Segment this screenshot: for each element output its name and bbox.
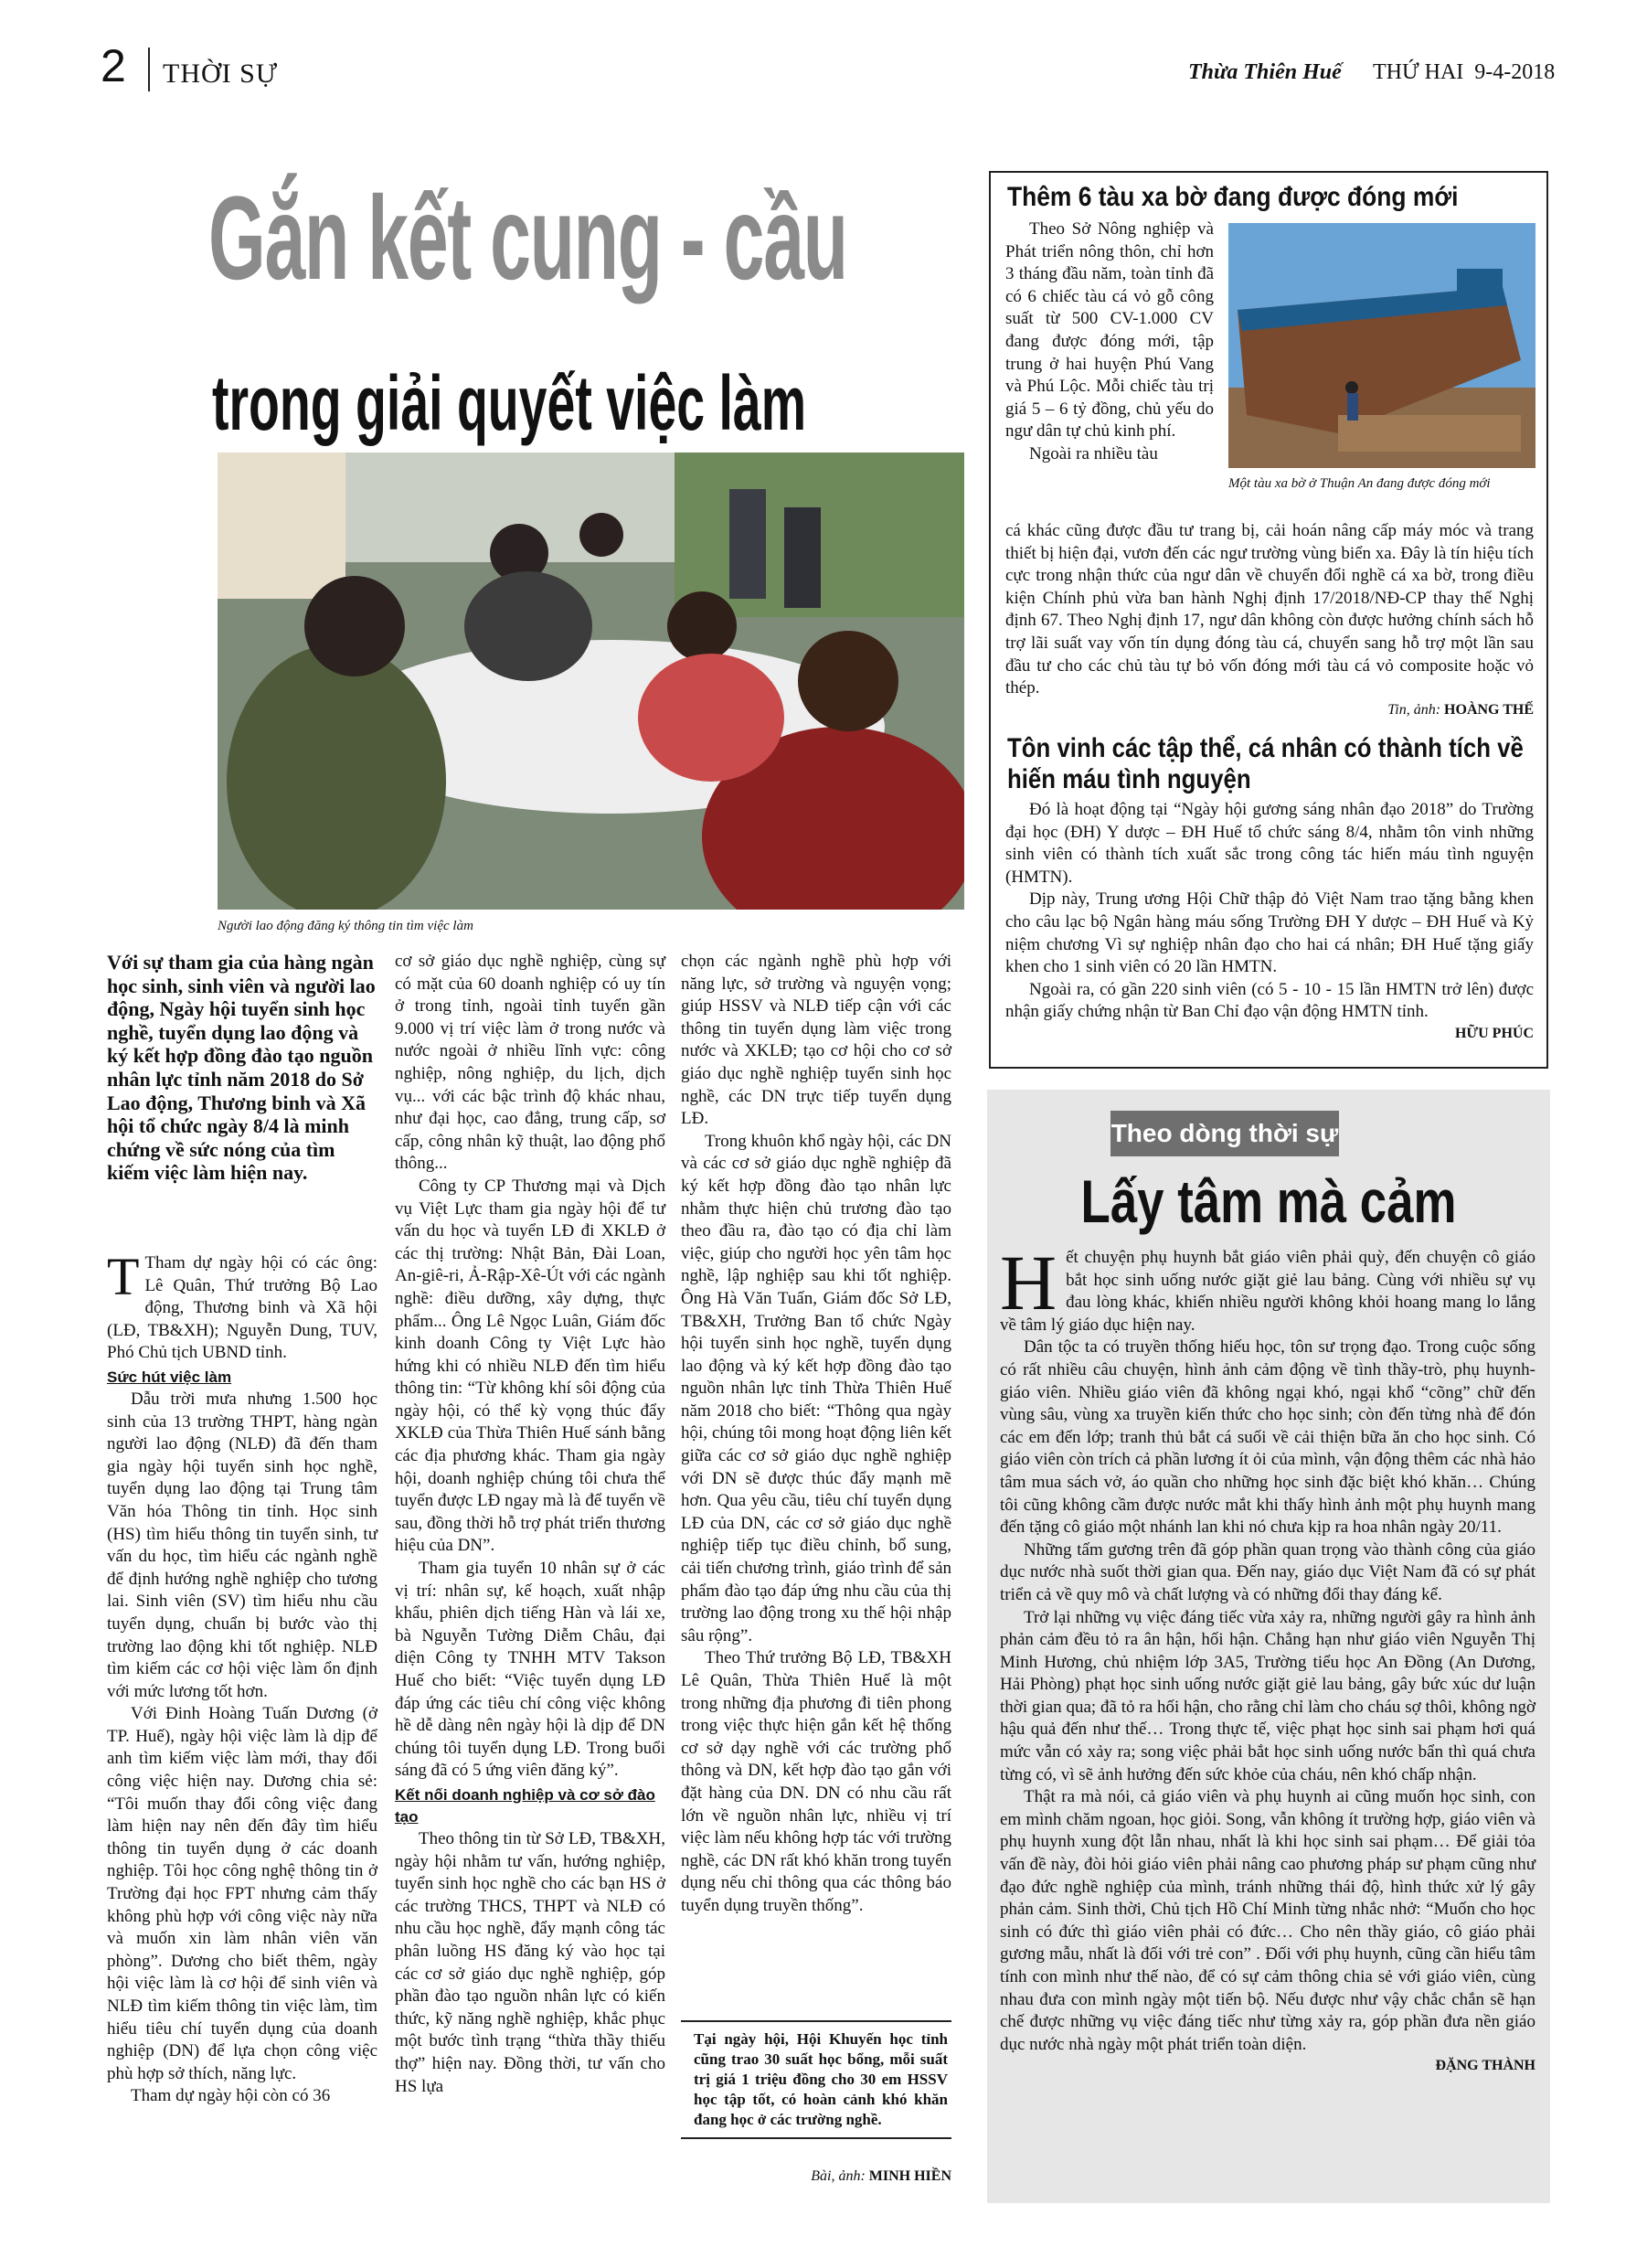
main-col-3 [681, 951, 951, 1918]
commentary-para-4: Trở lại những vụ việc đáng tiếc vừa xảy ra, những người gây ra hình ảnh phản cảm đều tỏ ra ân hận, hối hận. Chẳng hạn như giáo viên Nguyễn Thị Minh Hương, chủ nhiệm lớp 3A5, Trường tiểu học An Đồng (An Dương, Hải Phòng) phạt học sinh uống nước giặt giẻ lau bảng, gây bức xúc dư luận thời gian qua; đã tỏ ra hối hận, cho rằng chỉ làm cho cháu sợ thôi, không ngờ hậu quả đến như thế… Trong thực tế, việc phạt học sinh sai phạm hơi quá mức vẫn có xảy ra; song việc phải bắt học sinh uống nước bẩn thì quá chưa từng có, vì sẽ ảnh hưởng đến sức khỏe của cháu, nên khó chấp nhận. [1000, 1607, 1535, 1784]
col2-para-2: Công ty CP Thương mại và Dịch vụ Việt Lực tham gia ngày hội để tư vấn du học và tuyển LĐ đi XKLĐ ở các thị trường: Nhật Bản, Đài Loan, An-giê-ri, Ả-Rập-Xê-Út với các ngành nghề: điều dưỡng, xây dựng, thực phẩm... Ông Lê Ngọc Luân, Giám đốc kinh doanh Công ty Việt Lực hào hứng khi có nhiều NLĐ đến tìm hiểu thông tin: “Từ không khí sôi động của ngày hội, có thể kỳ vọng thúc đẩy XKLĐ của Thừa Thiên Huế sánh bằng các địa phương khác. Tham gia ngày hội, doanh nghiệp chúng tôi chưa thể tuyển được LĐ ngay mà là để tuyển về sau, đồng thời hỗ trợ phát triển thương hiệu của DN”. [395, 1176, 665, 1556]
brief2-para-1: Đó là hoạt động tại “Ngày hội gương sáng nhân đạo 2018” do Trường đại học (ĐH) Y dược – ĐH Huế tổ chức sáng 8/4, nhằm tôn vinh những sinh viên có thành tích xuất sắc trong công tác hiến máu tình nguyện (HMTN). [1005, 800, 1534, 887]
boat-photo-illustration [1228, 223, 1535, 468]
job-fair-photo-illustration [218, 453, 964, 910]
main-byline-label: Bài, ảnh: [811, 2168, 866, 2184]
paper-name: Thừa Thiên Huế [1188, 60, 1342, 84]
issue-date: THỨ HAI 9-4-2018 [1373, 60, 1556, 84]
page-header [101, 40, 1556, 91]
commentary-byline: ĐẶNG THÀNH [1435, 2058, 1535, 2074]
headline-line2: trong giải quyết việc làm [212, 360, 807, 446]
col3-para-3: Theo Thứ trưởng Bộ LĐ, TB&XH Lê Quân, Thừa Thiên Huế là một trong những địa phương đi tiên phong trong việc thực hiện gắn kết hệ thống cơ sở dạy nghề với các trường phổ thông và DN, kết hợp đào tạo gắn với đặt hàng của DN. DN có nhu cầu rất lớn về nguồn nhân lực, nhiều vị trí việc làm nếu không hợp tác với trường nghề, các DN rất khó khăn trong tuyển dụng nếu chỉ thông qua các thông báo tuyển dụng truyền thống”. [681, 1648, 951, 1915]
brief2-text [1005, 799, 1534, 1044]
job-fair-photo [218, 453, 964, 910]
page-number: 2 [101, 40, 126, 91]
news-brief-box [989, 171, 1548, 1069]
brief1-byline [1005, 700, 1534, 720]
scholarship-note-box [681, 2020, 951, 2139]
brief1-byline-label: Tin, ảnh: [1387, 701, 1441, 718]
boat-photo-caption: Một tàu xa bờ ở Thuận An đang được đóng mới [1228, 476, 1491, 491]
commentary-para-3: Những tấm gương trên đã góp phần quan trọng vào thành công của giáo dục nước nhà suốt thời gian qua. Đến nay, giáo dục Việt Nam đã có sự phát triển cả về quy mô và chất lượng và có những đổi thay đáng kể. [1000, 1539, 1535, 1604]
brief1-title: Thêm 6 tàu xa bờ đang được đóng mới [1007, 182, 1459, 212]
brief1-para-2b: cá khác cũng được đầu tư trang bị, cải hoán nâng cấp máy móc và trang thiết bị hiện đại, vươn đến các ngư trường vùng biển xa. Đây là tín hiệu tích cực trong nhận thức của ngư dân về chuyển đổi nghề cá xa bờ, trong điều kiện Chính phủ vừa ban hành Nghị định 17/2018/NĐ-CP thay thế Nghị định 67. Theo Nghị định 17, ngư dân không còn được hưởng chính sách hỗ trợ lãi suất vay vốn tín dụng đóng tàu cá, chuyển sang hỗ trợ một lần sau đầu tư cho các chủ tàu tự bỏ vốn đóng mới tàu cá vỏ composite hoặc vỏ thép. [1005, 521, 1534, 698]
col3-para-1: chọn các ngành nghề phù hợp với năng lực, sở trường và nguyện vọng; giúp HSSV và NLĐ tiếp cận với các thông tin tuyển dụng làm việc trong nước và XKLĐ; tạo cơ hội cho cơ sở giáo dục nghề nghiệp tuyển sinh học nghề, các DN trực tiếp tuyển dụng LĐ. [681, 952, 951, 1129]
commentary-panel [987, 1090, 1550, 2203]
brief2-byline: HỮU PHÚC [1454, 1025, 1534, 1041]
col3-para-2: Trong khuôn khổ ngày hội, các DN và các cơ sở giáo dục nghề nghiệp đã ký kết hợp đồng đào tạo nhân lực nhằm thực hiện chủ trương đào tạo theo đầu ra, đào tạo có địa chỉ làm việc, giúp cho người học yên tâm học nghề, lập nghiệp sau khi tốt nghiệp. Ông Hà Văn Tuấn, Giám đốc Sở LĐ, TB&XH, Trưởng Ban tổ chức Ngày hội tuyển sinh học nghề, tuyển dụng lao động và ký kết hợp đồng đào tạo nguồn nhân lực tỉnh Thừa Thiên Huế năm 2018 cho biết: “Thông qua ngày hội, chúng tôi mong hoạt động liên kết giữa các cơ sở giáo dục nghề nghiệp với DN sẽ được thúc đẩy mạnh mẽ hơn. Qua yêu cầu, tiêu chí tuyển dụng LĐ của DN, các cơ sở giáo dục nghề nghiệp tiếp tục điều chỉnh, bổ sung, cải tiến chương trình, giáo trình để sản phẩm đào tạo đáp ứng nhu cầu của thị trường lao động trong xu thế hội nhập sâu rộng”. [681, 1131, 951, 1645]
brief1-text-wide [1005, 520, 1534, 720]
main-photo-caption: Người lao động đăng ký thông tin tìm việc làm [218, 919, 473, 933]
subhead-suc-hut: Sức hút việc làm [107, 1368, 232, 1386]
col1-dropcap: T [107, 1247, 140, 1306]
scholarship-note-text: Tại ngày hội, Hội Khuyến học tỉnh cũng trao 30 suất học bổng, mỗi suất trị giá 1 triệu đồng cho 30 em HSSV học tập tốt, có hoàn cảnh khó khăn đang học ở các trường nghề. [694, 2030, 948, 2128]
header-divider [148, 48, 150, 91]
main-byline [681, 2167, 951, 2187]
brief1-para-1: Theo Sở Nông nghiệp và Phát triển nông thôn, chỉ hơn 3 tháng đầu năm, toàn tỉnh đã có 6 chiếc tàu cá vỏ gỗ công suất từ 500 CV-1.000 CV đang được đóng mới, tập trung ở hai huyện Phú Vang và Phú Lộc. Mỗi chiếc tàu trị giá 5 – 6 tỷ đồng, chủ yếu do ngư dân tự chủ kinh phí. [1005, 219, 1214, 442]
brief2-title: Tôn vinh các tập thể, cá nhân có thành tích về hiến máu tình nguyện [1007, 733, 1524, 794]
col1-para-2: Dẫu trời mưa nhưng 1.500 học sinh của 13 trường THPT, hàng ngàn người lao động (NLĐ) đã đến tham gia ngày hội tuyển sinh học nghề, tuyển dụng lao động tại Trung tâm Văn hóa Thông tin tỉnh. Học sinh (HS) tìm hiểu thông tin tuyển sinh, tư vấn du học, tìm hiểu các ngành nghề để định hướng nghề nghiệp cho tương lai. Sinh viên (SV) tìm hiểu nhu cầu tuyển dụng, chuẩn bị bước vào thị trường lao động khi tốt nghiệp. NLĐ tìm kiếm các cơ hội việc làm ổn định với mức lương tốt hơn. [107, 1389, 377, 1701]
commentary-para-2: Dân tộc ta có truyền thống hiếu học, tôn sư trọng đạo. Trong cuộc sống có rất nhiều câu chuyện, hình ảnh cảm động về tình thầy-trò, phụ huynh- giáo viên. Nhiều giáo viên đã không ngại khó, ngại khổ “cõng” chữ đến vùng sâu, vùng xa truyền kiến thức cho học sinh; còn đến từng nhà để đón các em đến lớp; tranh thủ bắt cá suối về cải thiện bữa ăn cho học sinh. Có giáo viên còn trích cả phần lương ít ỏi của mình, vận động thêm các nhà hảo tâm mua sách vở, áo quần cho những học sinh đặc biệt khó khăn… Chúng tôi cũng không cầm được nước mắt khi thấy hình ảnh một phụ huynh mang đến tặng cô giáo một nhánh lan khi nó chưa kịp ra hoa nhân ngày 20/11. [1000, 1337, 1535, 1538]
main-col-2 [395, 951, 665, 2098]
col1-para-1: T Tham dự ngày hội có các ông: Lê Quân, Thứ trưởng Bộ Lao động, Thương binh và Xã hội (LĐ, TB&XH); Nguyễn Dung, TUV, Phó Chủ tịch UBND tỉnh. [107, 1247, 377, 1363]
col2-para-4: Theo thông tin từ Sở LĐ, TB&XH, ngày hội nhằm tư vấn, hướng nghiệp, tuyển sinh học nghề cho các bạn HS ở các trường THCS, THPT và NLĐ có nhu cầu học nghề, đẩy mạnh công tác phân luồng HS đăng ký vào học tại các cơ sở giáo dục nghề nghiệp, góp phần đào tạo nguồn nhân lực có kiến thức, kỹ năng nghề nghiệp, khắc phục một bước tình trạng “thừa thầy thiếu thợ” hiện nay. Đồng thời, tư vấn cho HS lựa [395, 1828, 665, 2096]
col2-para-1: cơ sở giáo dục nghề nghiệp, cùng sự có mặt của 60 doanh nghiệp có uy tín ở trong tỉnh, ngoài tỉnh tuyển gần 9.000 vị trí việc làm ở trong nước và nước ngoài ở nhiều lĩnh vực: công nghiệp, nông nghiệp, du lịch, dịch vụ... với các bậc trình độ khác nhau, như đại học, cao đẳng, trung cấp, sơ cấp, công nhân kỹ thuật, lao động phổ thông... [395, 952, 665, 1174]
article-lead: Với sự tham gia của hàng ngàn học sinh, sinh viên và người lao động, Ngày hội tuyển sinh học nghề, tuyển dụng lao động và ký kết hợp đồng đào tạo nguồn nhân lực tỉnh năm 2018 do Sở Lao động, Thương binh và Xã hội tổ chức ngày 8/4 là minh chứng về sức nóng của tìm kiếm việc làm hiện nay. [107, 951, 376, 1185]
brief2-para-3: Ngoài ra, có gần 220 sinh viên (có 5 - 10 - 15 lần HMTN trở lên) được nhận giấy chứng nhận từ Ban Chỉ đạo vận động HMTN tỉnh. [1005, 979, 1534, 1022]
brief1-text-narrow [1005, 218, 1214, 466]
commentary-para-1: Hết chuyện phụ huynh bắt giáo viên phải quỳ, đến chuyện cô giáo bắt học sinh uống nước giặt giẻ lau bảng. Cùng với nhiều sự vụ đau lòng khác, khiến nhiều người không khỏi hoang mang lo lắng về tâm lý giáo dục hiện nay. [1000, 1239, 1535, 1335]
brief1-byline-name: HOÀNG THẾ [1444, 701, 1534, 718]
col1-para-3: Với Đinh Hoàng Tuấn Dương (ở TP. Huế), ngày hội việc làm là dịp để anh tìm kiếm việc làm mới, thay đổi công việc hiện nay. Dương chia sẻ: “Tôi muốn thay đổi công việc đang làm hiện nay nên đến đây tìm hiểu thông tin tuyển dụng ở các doanh nghiệp. Tôi học công nghệ thông tin ở Trường đại học FPT nhưng cảm thấy không phù hợp với công việc này nữa và muốn xin làm nhân viên văn phòng”. Dương cho biết thêm, ngày hội việc làm là cơ hội để sinh viên và NLĐ tìm kiếm thông tin việc làm, tìm hiểu tiêu chí tuyển dụng của doanh nghiệp (DN) để lựa chọn công việc phù hợp sở thích, năng lực. [107, 1704, 377, 2083]
commentary-para-5: Thật ra mà nói, cả giáo viên và phụ huynh ai cũng muốn học sinh, con em mình chăm ngoan, học giỏi. Song, vẫn không ít trường hợp, giáo viên và phụ huynh xung đột lẫn nhau, nhất là khi học sinh sai phạm… Để giải tỏa vấn đề này, đòi hỏi giáo viên phải nâng cao phương pháp sư phạm cũng như đạo đức nghề nghiệp của mình, tránh những thái độ, hình thức xử lý gây phản cảm. Sinh thời, Chủ tịch Hồ Chí Minh từng nhắc nhở: “Muốn cho học sinh có đức thì giáo viên phải có đức… Cho nên thầy giáo, cô giáo phải gương mẫu, nhất là đối với trẻ con” . Đối với phụ huynh, cũng cần hiểu tâm tính con mình như thế nào, để có sự cảm thông chia sẻ với giáo viên, cùng nhau đưa con mình ngày một tiến bộ. Nếu được như vậy chắc chắn sẽ hạn chế được những vụ việc đáng tiếc như từng xảy ra, góp phần đưa nền giáo dục nước nhà ngày một phát triển toàn diện. [1000, 1787, 1535, 2054]
headline-line1: Gắn kết cung - cầu [208, 171, 847, 304]
main-col-1 [107, 1247, 377, 2108]
commentary-text [1000, 1239, 1535, 2076]
brief2-para-2: Dịp này, Trung ương Hội Chữ thập đỏ Việt Nam trao tặng bằng khen cho câu lạc bộ Ngân hàng máu sống Trường ĐH Y dược – ĐH Huế và Kỷ niệm chương Vì sự nghiệp nhân đạo cho hai cá nhân; ĐH Huế tặng giấy khen cho 1 sinh viên có 20 lần HMTN. [1005, 889, 1534, 977]
commentary-label: Theo dòng thời sự [1110, 1111, 1339, 1156]
brief1-para-2a: Ngoài ra nhiều tàu [1029, 443, 1158, 463]
commentary-dropcap: H [1000, 1239, 1057, 1326]
commentary-title: Lấy tâm mà cảm [1080, 1167, 1457, 1235]
main-byline-name: MINH HIỀN [868, 2168, 951, 2184]
subhead-ket-noi: Kết nối doanh nghiệp và cơ sở đào tạo [395, 1785, 655, 1826]
boat-photo [1228, 223, 1535, 468]
section-name: THỜI SỰ [163, 59, 279, 89]
col1-para-4: Tham dự ngày hội còn có 36 [131, 2086, 331, 2106]
col2-para-3: Tham gia tuyển 10 nhân sự ở các vị trí: nhân sự, kế hoạch, xuất nhập khẩu, phiên dịch tiếng Hàn và lái xe, bà Nguyễn Tường Diễm Châu, đại diện Công ty TNHH MTV Takson Huế cho biết: “Việc tuyển dụng LĐ đáp ứng các tiêu chí công việc không hề dễ dàng nên ngày hội là dịp để DN chúng tôi tuyển dụng LĐ. Trong buổi sáng đã có 5 ứng viên đăng ký”. [395, 1559, 665, 1781]
